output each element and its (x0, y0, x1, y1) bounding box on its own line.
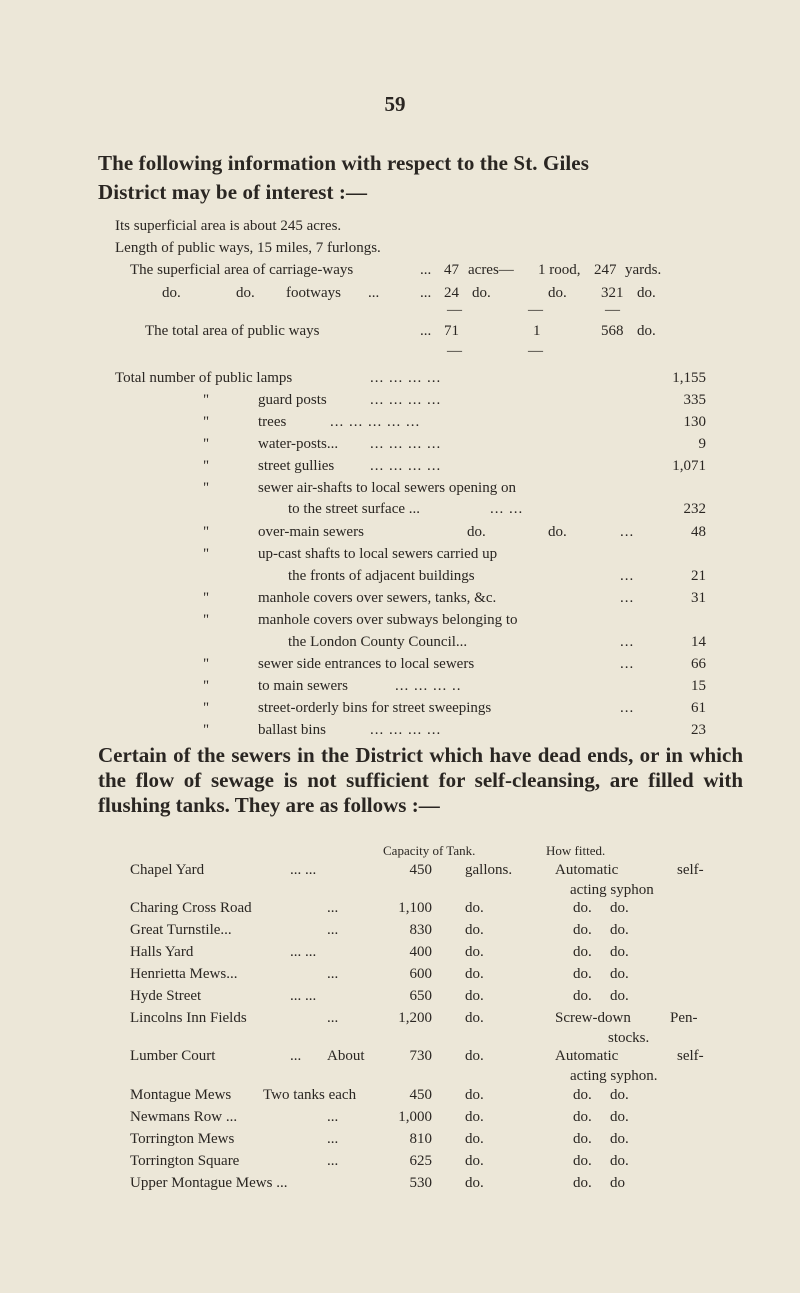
public-ways-length-text: Length of public ways, 15 miles, 7 furlongs. (115, 240, 381, 256)
tank-capacity: 1,200 (398, 1010, 432, 1026)
capacity-header: Capacity of Tank. (383, 843, 476, 858)
carriage-ways-label: The superficial area of carriage-ways (130, 262, 354, 278)
ditto-mark: " (203, 590, 210, 606)
list-item-continuation: the fronts of adjacent buildings (288, 568, 475, 584)
list-item-dots: ... ... ... ... (370, 722, 442, 738)
footways-yards: 321 (601, 285, 624, 301)
tank-unit: do. (465, 900, 484, 916)
list-item-dots: ... (620, 524, 635, 540)
lamps-label: Total number of public lamps (115, 370, 293, 386)
tank-unit: gallons. (465, 862, 513, 878)
tank-unit: do. (465, 988, 484, 1004)
tank-dots: ... (327, 966, 339, 982)
rule-acres-1: — (447, 302, 462, 318)
tank-fit-2: do. (610, 922, 629, 938)
tank-fit-2: do (610, 1175, 625, 1191)
ditto-mark: " (203, 546, 210, 562)
tank-capacity: 450 (409, 1087, 432, 1103)
list-item-dots: ... ... ... ... (370, 436, 442, 452)
list-item-value: 1,071 (672, 458, 706, 474)
list-item-ditto-1: do. (467, 524, 486, 540)
tank-capacity: 625 (409, 1153, 432, 1169)
footways-rood: do. (548, 285, 567, 301)
footways-acres-unit: do. (472, 285, 491, 301)
ditto-mark: " (203, 414, 210, 430)
tank-fit-2: do. (610, 966, 629, 982)
tank-capacity: 400 (409, 944, 432, 960)
ditto-mark: " (203, 612, 210, 628)
ditto-mark: " (203, 700, 210, 716)
tank-fit-2: self- (677, 1048, 704, 1064)
tank-fit-1: do. (573, 900, 592, 916)
intro-line-2: District may be of interest :— (98, 180, 368, 204)
tank-dots: ... (327, 1153, 339, 1169)
list-item-dots: ... (620, 700, 635, 716)
tank-fit-2: do. (610, 900, 629, 916)
tank-capacity: 650 (409, 988, 432, 1004)
tank-name: Great Turnstile... (130, 922, 232, 938)
tank-name: Henrietta Mews... (130, 966, 238, 982)
tank-dots: ... (327, 1131, 339, 1147)
ditto-mark: " (203, 656, 210, 672)
sewers-paragraph: Certain of the sewers in the District which have dead ends, or in which the flow of sewage is not sufficient for self-cleansing, are filled with flushing tanks. They are as follows :— (98, 743, 743, 817)
tank-fit-1: do. (573, 944, 592, 960)
carriage-ways-yards-unit: yards. (625, 262, 662, 278)
tank-name: Montague Mews (130, 1087, 232, 1103)
tank-capacity: 730 (409, 1048, 432, 1064)
tank-fit-1: Automatic (555, 862, 619, 878)
tank-name: Newmans Row ... (130, 1109, 238, 1125)
tank-fit-continuation: stocks. (608, 1030, 650, 1046)
list-item-dots: ... ... ... ... (370, 392, 442, 408)
list-item-dots: ... ... (490, 501, 524, 517)
footways-label: footways (286, 285, 341, 301)
tank-dots: ... (327, 1010, 339, 1026)
tank-fit-continuation: acting syphon (570, 882, 654, 898)
tank-unit: do. (465, 966, 484, 982)
tank-capacity: 530 (409, 1175, 432, 1191)
list-item-label: ballast bins (258, 722, 326, 738)
tank-name: Halls Yard (130, 944, 194, 960)
tank-fit-2: do. (610, 1087, 629, 1103)
tank-fit-2: do. (610, 944, 629, 960)
footways-acres: 24 (444, 285, 459, 301)
carriage-ways-rood: 1 rood, (538, 262, 581, 278)
tank-capacity: 810 (409, 1131, 432, 1147)
superficial-area-text: Its superficial area is about 245 acres. (115, 218, 342, 234)
tank-name: Lincolns Inn Fields (130, 1010, 247, 1026)
rule-rood-2: — (528, 343, 543, 359)
list-item-label: up-cast shafts to local sewers carried up (258, 546, 498, 562)
tank-prefix: Two tanks each (263, 1087, 357, 1103)
list-item-label: to main sewers (258, 678, 348, 694)
list-item-label: manhole covers over subways belonging to (258, 612, 518, 628)
tank-unit: do. (465, 1048, 484, 1064)
tank-capacity: 830 (409, 922, 432, 938)
list-item-value: 66 (691, 656, 706, 672)
tank-fit-1: Automatic (555, 1048, 619, 1064)
footways-do-1: do. (162, 285, 181, 301)
page-number: 59 (384, 92, 406, 116)
total-area-yards-unit: do. (637, 323, 656, 339)
tank-unit: do. (465, 922, 484, 938)
list-item-label: street-orderly bins for street sweepings (258, 700, 492, 716)
tank-fit-2: do. (610, 1153, 629, 1169)
carriage-ways-acres-unit: acres— (468, 262, 514, 278)
tank-dots: ... (327, 1109, 339, 1125)
list-item-label: trees (258, 414, 287, 430)
list-item-label: street gullies (258, 458, 335, 474)
tank-unit: do. (465, 1175, 484, 1191)
ditto-mark: " (203, 436, 210, 452)
tank-fit-1: do. (573, 1109, 592, 1125)
tank-name: Upper Montague Mews ... (130, 1175, 288, 1191)
rule-yards-1: — (605, 302, 620, 318)
tank-prefix: About (327, 1048, 365, 1064)
tank-dots: ... (327, 900, 339, 916)
list-item-dots: ... (620, 568, 635, 584)
lamps-value: 1,155 (672, 370, 706, 386)
tank-fit-1: do. (573, 966, 592, 982)
tank-fit-1: Screw-down (555, 1010, 631, 1026)
list-item-value: 31 (691, 590, 706, 606)
tank-name: Chapel Yard (130, 862, 205, 878)
total-area-rood: 1 (533, 323, 541, 339)
tank-dots: ... (327, 922, 339, 938)
list-item-dots: ... ... ... ... ... (330, 414, 421, 430)
lamps-dots: ... ... ... ... (370, 370, 442, 386)
list-item-dots: ... ... ... ... (370, 458, 442, 474)
tank-fit-1: do. (573, 922, 592, 938)
footways-dots-2: ... (420, 285, 432, 301)
rule-rood-1: — (528, 302, 543, 318)
tank-name: Charing Cross Road (130, 900, 252, 916)
tank-fit-2: do. (610, 1109, 629, 1125)
tank-fit-2: do. (610, 1131, 629, 1147)
tank-fit-1: do. (573, 988, 592, 1004)
tank-fit-continuation: acting syphon. (570, 1068, 658, 1084)
tank-name: Torrington Mews (130, 1131, 235, 1147)
tank-capacity: 450 (409, 862, 432, 878)
tank-fit-1: do. (573, 1153, 592, 1169)
how-fitted-header: How fitted. (546, 843, 606, 858)
ditto-mark: " (203, 524, 210, 540)
list-item-value: 15 (691, 678, 706, 694)
total-area-yards: 568 (601, 323, 624, 339)
list-item-dots: ... (620, 590, 635, 606)
list-item-value: 14 (691, 634, 706, 650)
tank-name: Hyde Street (130, 988, 202, 1004)
list-item-continuation: the London County Council... (288, 634, 468, 650)
rule-acres-2: — (447, 343, 462, 359)
tank-dots: ... ... (290, 862, 317, 878)
tank-unit: do. (465, 1109, 484, 1125)
list-item-value: 232 (683, 501, 706, 517)
footways-yards-unit: do. (637, 285, 656, 301)
list-item-label: water-posts... (258, 436, 339, 452)
list-item-value: 61 (691, 700, 706, 716)
tank-capacity: 1,100 (398, 900, 432, 916)
ditto-mark: " (203, 480, 210, 496)
tank-name: Torrington Square (130, 1153, 240, 1169)
total-area-acres: 71 (444, 323, 459, 339)
tank-name: Lumber Court (130, 1048, 216, 1064)
list-item-label: guard posts (258, 392, 327, 408)
list-item-label: sewer side entrances to local sewers (258, 656, 475, 672)
list-item-value: 48 (691, 524, 706, 540)
list-item-value: 9 (698, 436, 706, 452)
carriage-ways-acres: 47 (444, 262, 459, 278)
tank-dots: ... (290, 1048, 302, 1064)
tank-capacity: 1,000 (398, 1109, 432, 1125)
tank-fit-1: do. (573, 1131, 592, 1147)
total-area-label: The total area of public ways (145, 323, 320, 339)
tank-unit: do. (465, 1087, 484, 1103)
total-area-dots: ... (420, 323, 432, 339)
list-item-dots: ... ... ... .. (395, 678, 462, 694)
tank-dots: ... ... (290, 988, 317, 1004)
ditto-mark: " (203, 392, 210, 408)
footways-dots-1: ... (368, 285, 380, 301)
tank-fit-1: do. (573, 1175, 592, 1191)
ditto-mark: " (203, 722, 210, 738)
tank-capacity: 600 (409, 966, 432, 982)
list-item-dots: ... (620, 634, 635, 650)
tank-fit-1: do. (573, 1087, 592, 1103)
intro-line-1: The following information with respect to the St. Giles (98, 151, 590, 175)
list-item-value: 335 (683, 392, 706, 408)
list-item-continuation: to the street surface ... (288, 501, 421, 517)
list-item-label: manhole covers over sewers, tanks, &c. (258, 590, 497, 606)
carriage-ways-dots: ... (420, 262, 432, 278)
list-item-value: 21 (691, 568, 706, 584)
list-item-ditto-2: do. (548, 524, 567, 540)
tank-unit: do. (465, 1153, 484, 1169)
tank-fit-2: do. (610, 988, 629, 1004)
footways-do-2: do. (236, 285, 255, 301)
list-item-value: 130 (683, 414, 706, 430)
list-item-dots: ... (620, 656, 635, 672)
tank-dots: ... ... (290, 944, 317, 960)
carriage-ways-yards: 247 (594, 262, 617, 278)
tank-unit: do. (465, 1010, 484, 1026)
ditto-mark: " (203, 678, 210, 694)
list-item-value: 23 (691, 722, 706, 738)
tank-unit: do. (465, 1131, 484, 1147)
tank-fit-2: Pen- (670, 1010, 698, 1026)
tank-fit-2: self- (677, 862, 704, 878)
list-item-label: sewer air-shafts to local sewers opening on (258, 480, 516, 496)
ditto-mark: " (203, 458, 210, 474)
list-item-label: over-main sewers (258, 524, 364, 540)
tank-unit: do. (465, 944, 484, 960)
